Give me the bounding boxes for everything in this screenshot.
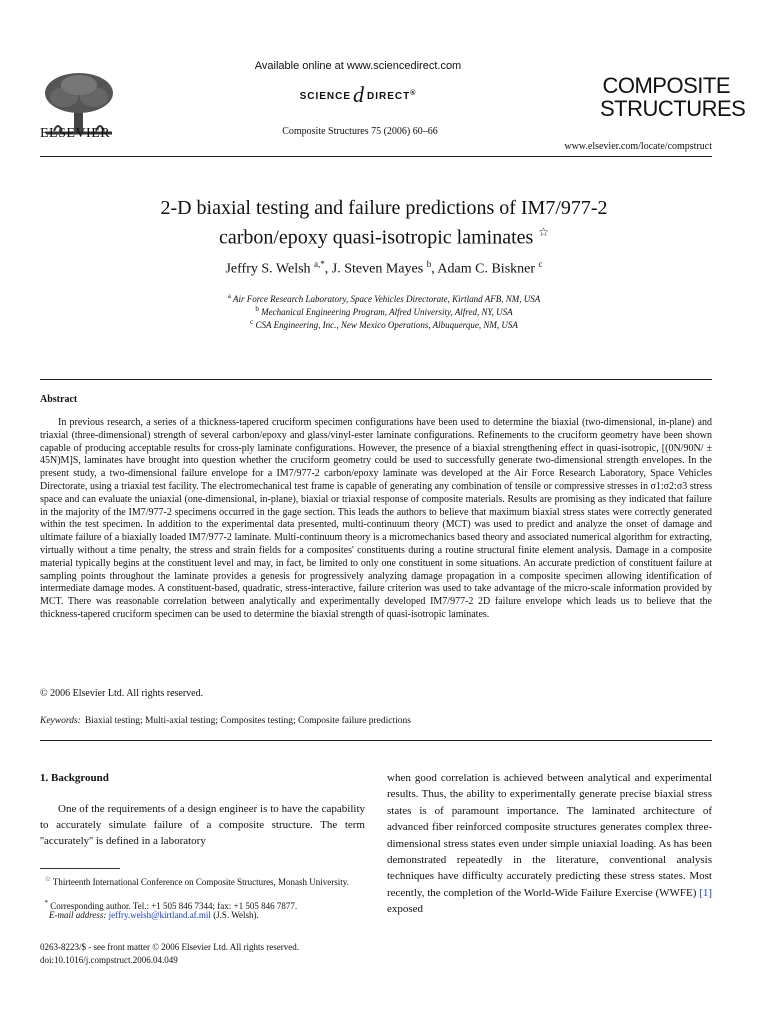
keywords-label: Keywords: bbox=[40, 716, 81, 726]
abstract-part: In previous research, a series of a thickness-tapered cruciform specimen configurations have been used to determine the biaxial (two-dimensional, in-plane) and triaxial (three-dimensional) strength of several carbon/epoxy and glass/vinyl-ester laminate configurations. Refinements to the cruciform geometry have been shown capable of producing acceptable results for cross-ply laminate configurations. However, the presence of a biaxial strengthening effect in quasi-isotropic, bbox=[40, 417, 712, 454]
abstract-part: , laminates have brought into question whether the cruciform geometry could be used to successfully generate two-dimensional strength envelopes. In the present study, a two-dimensional failure envelope for a IM7/977-2 carbon/epoxy laminate was developed at the Air Force Research Laboratory, Space Vehicles Directorate, using a triaxial test facility. The electromechanical test frame is capable of generating any combination of tensile or compressive stresses in bbox=[40, 455, 712, 492]
available-online-notice: Available online at www.sciencedirect.com bbox=[254, 60, 462, 72]
affiliation-text: Air Force Research Laboratory, Space Vehicles Directorate, Kirtland AFB, NM, USA bbox=[232, 294, 541, 304]
right-column-part: when good correlation is achieved between analytical and experimental results. Thus, the ability to experimentally generate precise biaxial stress states is of paramount importance. The laminated architecture of advanced fiber reinforced composite structures generates complex three-dimensional stress states even under simple uniaxial loading. As has been demonstrated repeatedly in the literature, conventional analysis techniques have difficulty accurately predicting these stress states. Most recently, the completion of the World-Wide Failure Exercise (WWFE) bbox=[387, 772, 712, 899]
affiliation bbox=[60, 318, 708, 330]
author-separator: , bbox=[324, 261, 332, 277]
sciencedirect-left: SCIENCE bbox=[299, 91, 352, 102]
journal-citation: Composite Structures 75 (2006) 60–66 bbox=[282, 126, 438, 137]
footnote-mark: * bbox=[44, 899, 48, 907]
abstract-copyright: © 2006 Elsevier Ltd. All rights reserved. bbox=[40, 688, 204, 699]
abstract-heading: Abstract bbox=[40, 394, 78, 405]
author-affil-mark[interactable]: a,* bbox=[314, 259, 325, 269]
conference-footnote bbox=[40, 874, 365, 888]
stress-space-notation: σ1:σ2:σ3 bbox=[650, 480, 688, 492]
journal-title-line2: STRUCTURES bbox=[600, 96, 746, 121]
abstract-part: stress space and can evaluate the uniaxial (one-dimensional, in-plane), biaxial or triaxial response of composite materials. Results are promising as they indicated that failure in the majority of the IM7/977-2 specimens occurred in the gage section. This leads the authors to believe that maximum biaxial stress states were correctly generated within the test specimen. In addition to the experimental data presented, multi-continuum theory (MCT) was used to predict and analyze the onset of damage and ultimate failure of a biaxially loaded IM7/977-2 laminate. Multi-continuum theory is a micromechanics based theory and associated numerical algorithm for extracting, virtually without a time penalty, the stress and strain fields for a composites' constituents during a routine structural finite element analysis. Damage in a composite material typically begins at the constituent level and may, in fact, be limited to only one constituent in some situations. An accurate prediction of constituent failure at sampling points throughout the laminate provides a genesis for progressively analyzing damage propagation in a composite specimen allowing identification of intermediate damage modes. A constituent-based, quadratic, stress-interactive, failure criterion was used to take advantage of the micro-scale information provided by MCT. There was reasonable correlation between analytically and experimentally developed IM7/977-2 2D failure envelope which leads us to believe that the thickness-tapered cruciform specimen can be used to determine the biaxial strength of quasi-isotropic laminates. bbox=[40, 480, 712, 620]
abstract-text bbox=[40, 417, 712, 622]
article-title-line2 bbox=[60, 220, 708, 250]
footnote-mark: ☆ bbox=[44, 875, 51, 883]
footnote-text: Thirteenth International Conference on Composite Structures, Monash University. bbox=[52, 877, 349, 887]
affiliation-text: Mechanical Engineering Program, Alfred University, Alfred, NY, USA bbox=[261, 307, 513, 317]
affiliation bbox=[60, 305, 708, 317]
author-separator: , bbox=[431, 261, 438, 277]
title-footnote-star[interactable]: ☆ bbox=[538, 225, 550, 239]
right-column-text bbox=[387, 770, 712, 918]
header-rule bbox=[40, 156, 712, 157]
article-title bbox=[60, 196, 708, 250]
email-link[interactable]: jeffry.welsh@kirtland.af.mil bbox=[108, 910, 211, 920]
sciencedirect-at: d bbox=[353, 82, 366, 107]
affiliation-mark: a bbox=[227, 292, 231, 300]
front-matter-note: 0263-8223/$ - see front matter © 2006 Elsevier Ltd. All rights reserved. bbox=[40, 942, 300, 952]
sciencedirect-logo bbox=[288, 82, 428, 108]
keywords bbox=[40, 716, 411, 726]
section-heading: 1. Background bbox=[40, 772, 109, 784]
publisher-name: ELSEVIER bbox=[40, 126, 111, 141]
affiliation bbox=[60, 292, 708, 304]
author-list bbox=[60, 259, 708, 278]
abstract-top-rule bbox=[40, 379, 712, 380]
doi[interactable]: doi:10.1016/j.compstruct.2006.04.049 bbox=[40, 955, 178, 965]
journal-url[interactable]: www.elsevier.com/locate/compstruct bbox=[564, 141, 712, 152]
author-affil-mark[interactable]: b bbox=[426, 259, 432, 269]
right-column-part: exposed bbox=[387, 903, 424, 916]
journal-title bbox=[600, 73, 746, 121]
author-name: Adam C. Biskner bbox=[437, 261, 536, 277]
affiliation-text: CSA Engineering, Inc., New Mexico Operations, Albuquerque, NM, USA bbox=[255, 320, 518, 330]
article-title-line1: 2-D biaxial testing and failure predictions of IM7/977-2 bbox=[160, 197, 608, 219]
footnote-rule bbox=[40, 868, 120, 869]
sciencedirect-mark: ® bbox=[410, 90, 417, 97]
article-title-line2-text: carbon/epoxy quasi-isotropic laminates bbox=[218, 226, 534, 249]
journal-title-line1: COMPOSITE bbox=[602, 73, 730, 98]
abstract-bottom-rule bbox=[40, 740, 712, 741]
affiliation-mark: c bbox=[250, 318, 254, 326]
footnote-text: Corresponding author. Tel.: +1 505 846 7344; fax: +1 505 846 7877. bbox=[50, 901, 298, 911]
reference-link[interactable]: [1] bbox=[699, 886, 712, 899]
sciencedirect-right: DIRECT bbox=[367, 91, 411, 102]
keywords-list: Biaxial testing; Multi-axial testing; Composites testing; Composite failure predictions bbox=[84, 716, 411, 726]
author-affil-mark[interactable]: c bbox=[538, 259, 543, 269]
email-suffix: (J.S. Welsh). bbox=[213, 910, 259, 920]
left-column-text: One of the requirements of a design engineer is to have the capability to accurately simulate failure of a composite structure. The term ''accurately'' is defined in a laboratory bbox=[40, 803, 365, 847]
author-name: J. Steven Mayes bbox=[331, 261, 424, 277]
author-name: Jeffry S. Welsh bbox=[225, 261, 311, 277]
laminate-layup: [(0N/90N/ ± 45N)M]S bbox=[40, 442, 713, 467]
affiliation-mark: b bbox=[255, 305, 259, 313]
email-footnote bbox=[40, 910, 365, 921]
email-label: E-mail address: bbox=[49, 910, 107, 920]
